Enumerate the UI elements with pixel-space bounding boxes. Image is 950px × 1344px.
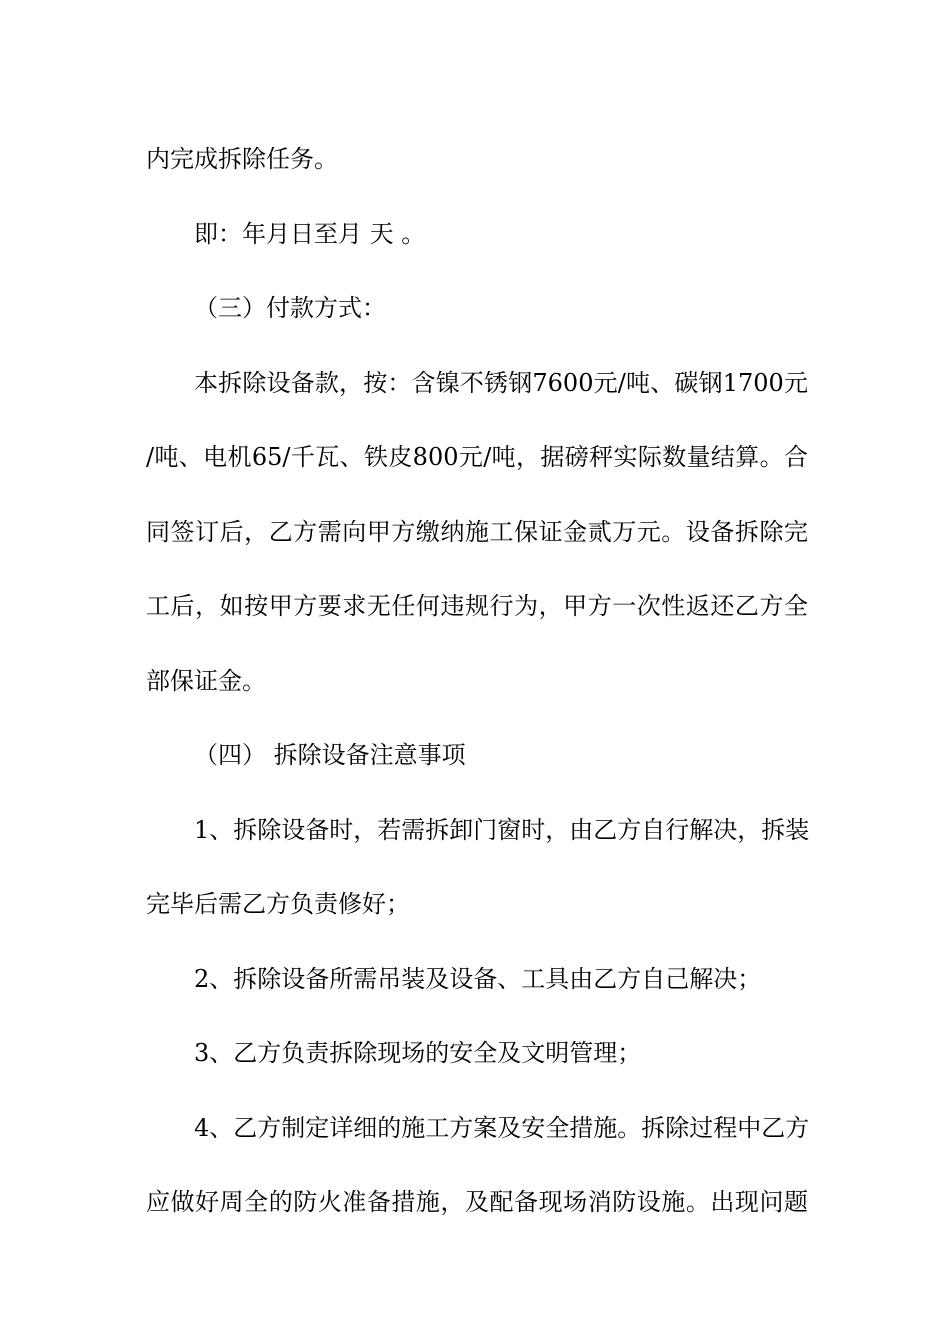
section-heading-notes: （四） 拆除设备注意事项 <box>194 741 466 769</box>
text-line-7: 工后，如按甲方要求无任何违规行为，甲方一次性返还乙方全 <box>146 592 808 620</box>
text-line-2: 即：年月日至月 天 。 <box>194 219 426 248</box>
text-line-4: 本拆除设备款，按：含镍不锈钢7600元/吨、碳钢1700元 <box>194 368 808 397</box>
list-item-3: 3、乙方负责拆除现场的安全及文明管理； <box>194 1039 642 1067</box>
document-body <box>146 122 808 1240</box>
list-item-4-line-2: 应做好周全的防火准备措施，及配备现场消防设施。出现问题 <box>146 1188 808 1216</box>
list-item-1-line-2: 完毕后需乙方负责修好； <box>146 890 410 918</box>
list-item-4-line-1: 4、乙方制定详细的施工方案及安全措施。拆除过程中乙方 <box>194 1113 810 1142</box>
text-line-6: 同签订后，乙方需向甲方缴纳施工保证金贰万元。设备拆除完 <box>146 517 808 546</box>
list-item-2: 2、拆除设备所需吊装及设备、工具由乙方自己解决； <box>194 964 762 993</box>
section-heading-payment: （三）付款方式： <box>194 294 386 322</box>
text-line-5: /吨、电机65/千瓦、铁皮800元/吨，据磅秤实际数量结算。合 <box>146 443 808 471</box>
list-item-1-line-1: 1、拆除设备时，若需拆卸门窗时，由乙方自行解决，拆装 <box>194 815 810 844</box>
text-line-8: 部保证金。 <box>146 666 266 695</box>
text-line-1: 内完成拆除任务。 <box>146 145 338 173</box>
